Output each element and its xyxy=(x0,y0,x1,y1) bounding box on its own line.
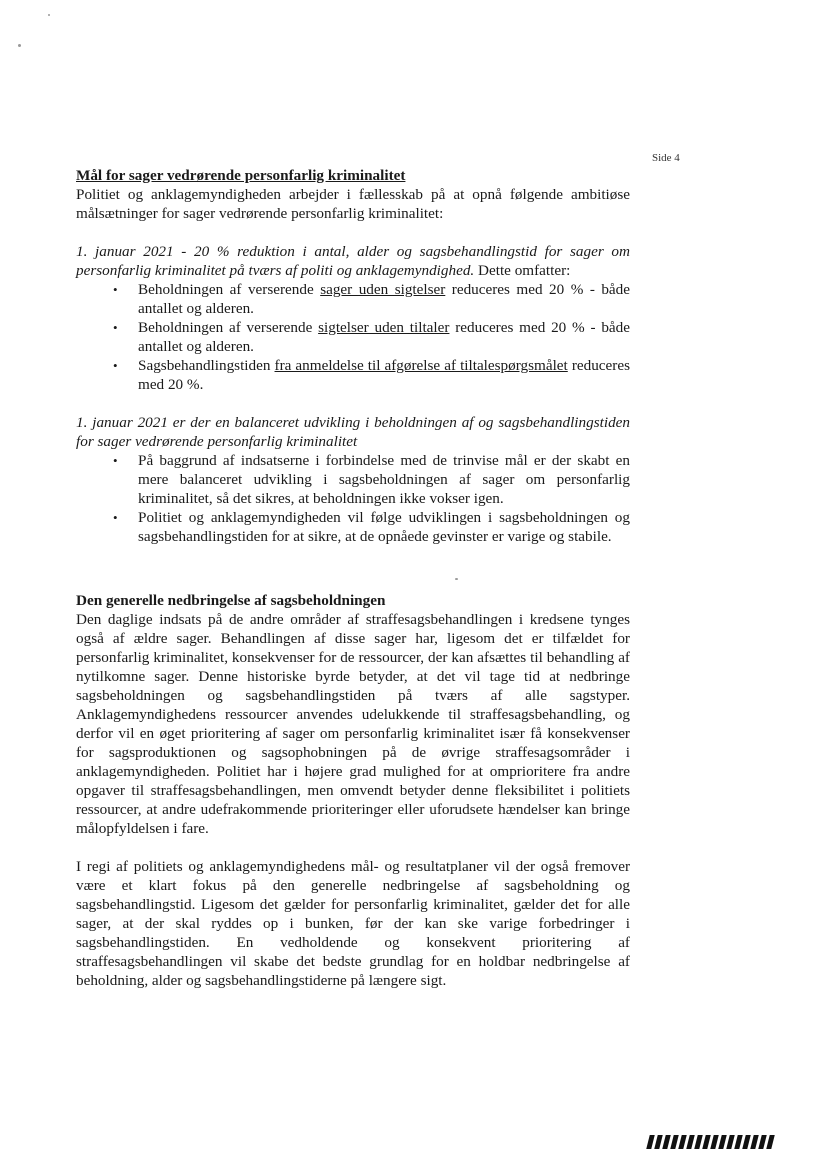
bullet-icon: • xyxy=(113,453,118,468)
goal1-heading: 1. januar 2021 - 20 % reduktion i antal, alder og sagsbehandlingstid for sager om personfarlig kriminalitet på tværs af politi og anklagemyndighed. Dette omfatter: xyxy=(76,243,630,279)
list-item: • Beholdningen af verserende sager uden sigtelser reduceres med 20 % - både antallet og alderen. xyxy=(113,281,631,317)
bullet-icon: • xyxy=(113,282,118,297)
scan-speck xyxy=(48,14,50,16)
list-item: • På baggrund af indsatserne i forbindelse med de trinvise mål er der skabt en mere balanceret udvikling i sagsbeholdningen af sager om personfarlig kriminalitet, så det sikres, at beholdningen ikke vokser igen. xyxy=(113,452,630,507)
document-body xyxy=(76,166,630,990)
barcode-icon xyxy=(648,1117,780,1151)
intro-paragraph: Politiet og anklagemyndigheden arbejder i fællesskab på at opnå følgende ambitiøse målsætninger for sager vedrørende personfarlig kriminalitet: xyxy=(76,186,630,222)
body-paragraph: Den daglige indsats på de andre områder af straffesagsbehandlingen i kredsene tynges også af ældre sager. Behandlingen af disse sager har, ligesom det er tilfældet for personfarlig kriminalitet, konsekvenser for de ressourcer, der kan afsættes til behandling af nytilkomne sager. Denne historiske byrde betyder, at det vil tage tid at nedbringe sagsbeholdningen og sagsbehandlingstiden på tværs af alle sagstyper. Anklagemyndighedens ressourcer anvendes udelukkende til straffesagsbehandling, og derfor vil en øget prioritering af sager om personfarlig kriminalitet især få konsekvenser for sagsproduktionen og sagsophobningen på de øvrige straffesagsområder i anklagemyndigheden. Politiet har i højere grad mulighed for at omprioritere fra andre opgaver til straffesagsbehandlingen, men omvendt betyder denne fleksibilitet i politiets ressourcer, at andre udefrakommende prioriteringer eller uforudsete hændelser kan bringe målopfyldelsen i fare. xyxy=(76,611,630,837)
goal1-bullet-list xyxy=(76,280,630,394)
page-number: Side 4 xyxy=(652,152,680,164)
goal2-heading: 1. januar 2021 er der en balanceret udvikling i beholdningen af og sagsbehandlingstiden for sager vedrørende personfarlig kriminalitet xyxy=(76,414,630,450)
scan-speck xyxy=(18,44,21,47)
bullet-icon: • xyxy=(113,320,118,335)
bullet-icon: • xyxy=(113,510,118,525)
section-heading-nedbringelse: Den generelle nedbringelse af sagsbeholdningen xyxy=(76,592,386,609)
body-paragraph: I regi af politiets og anklagemyndighedens mål- og resultatplaner vil der også fremover være et klart fokus på den generelle nedbringelse af sagsbeholdning og sagsbehandlingstid. Ligesom det gælder for personfarlig kriminalitet, gælder det for alle sager, at der skal ryddes op i bunken, før der kan ske varige forbedringer i sagsbehandlingstiden. En vedholdende og konsekvent prioritering af straffesagsbehandlingen vil skabe det bedste grundlag for en holdbar nedbringelse af beholdning, alder og sagsbehandlingstiderne på længere sigt. xyxy=(76,858,630,989)
list-item: • Beholdningen af verserende sigtelser uden tiltaler reduceres med 20 % - både antallet og alderen. xyxy=(113,319,630,355)
bullet-icon: • xyxy=(113,358,118,373)
goal2-bullet-list xyxy=(76,451,630,546)
list-item: • Politiet og anklagemyndigheden vil følge udviklingen i sagsbeholdningen og sagsbehandlingstiden for at sikre, at de opnåede gevinster er varige og stabile. xyxy=(113,509,630,545)
list-item: • Sagsbehandlingstiden fra anmeldelse til afgørelse af tiltalespørgsmålet reduceres med 20 %. xyxy=(113,357,630,393)
section-heading-personfarlig: Mål for sager vedrørende personfarlig kriminalitet xyxy=(76,167,406,184)
